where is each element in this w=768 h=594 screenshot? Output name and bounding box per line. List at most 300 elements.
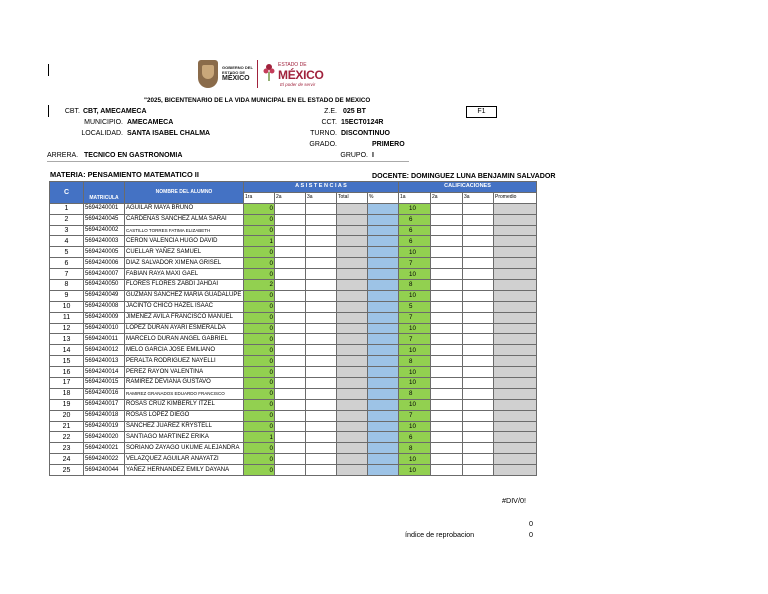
table-row	[50, 258, 537, 269]
calificacion-3-cell[interactable]	[463, 399, 494, 410]
reprobacion-label: índice de reprobacion	[405, 530, 475, 539]
calificacion-2-cell[interactable]	[431, 323, 463, 334]
promedio-cell	[494, 443, 537, 454]
nombre-cell: CASTILLO TORRES FATIMA ELIZABETH	[125, 225, 244, 236]
asistencia-pct-cell	[368, 399, 399, 410]
promedio-cell	[494, 290, 537, 301]
table-row	[50, 345, 537, 356]
localidad-value: SANTA ISABEL CHALMA	[127, 130, 211, 137]
asistencia-2-cell[interactable]	[275, 258, 306, 269]
row-number: 18	[50, 388, 84, 399]
calificacion-1-cell[interactable]: 10	[399, 421, 431, 432]
asistencia-2-cell[interactable]	[275, 301, 306, 312]
calificacion-2-cell[interactable]	[431, 236, 463, 247]
matricula-cell: 5694240014	[84, 367, 125, 378]
calificacion-2-cell[interactable]	[431, 225, 463, 236]
promedio-cell	[494, 334, 537, 345]
calificacion-3-cell[interactable]	[463, 443, 494, 454]
table-row	[50, 290, 537, 301]
asistencia-pct-cell	[368, 443, 399, 454]
calificacion-1-cell[interactable]: 10	[399, 399, 431, 410]
table-row	[50, 421, 537, 432]
nombre-cell: MARCELO DURAN ANGEL GABRIEL	[125, 334, 244, 345]
asistencia-3-cell[interactable]	[306, 301, 337, 312]
calificacion-1-cell[interactable]: 10	[399, 290, 431, 301]
asistencia-pct-cell	[368, 301, 399, 312]
nombre-cell: SANCHEZ JUAREZ KRYSTELL	[125, 421, 244, 432]
asistencia-total-cell	[337, 247, 368, 258]
asistencia-2-cell[interactable]	[275, 203, 306, 214]
calificacion-3-cell[interactable]	[463, 356, 494, 367]
asistencia-3-cell[interactable]	[306, 312, 337, 323]
calificacion-3-cell[interactable]	[463, 465, 494, 476]
calificacion-3-cell[interactable]	[463, 421, 494, 432]
calificacion-2-cell[interactable]	[431, 378, 463, 389]
table-row	[50, 225, 537, 236]
ze-label: Z.E.	[324, 108, 337, 115]
asistencia-3-cell[interactable]	[306, 443, 337, 454]
calificacion-2-cell[interactable]	[431, 454, 463, 465]
asistencia-3-cell[interactable]	[306, 399, 337, 410]
calificacion-2-cell[interactable]	[431, 280, 463, 291]
text-cursor-side	[48, 105, 49, 117]
asis-col-header: Total	[337, 192, 368, 203]
asistencia-3-cell[interactable]	[306, 410, 337, 421]
text-cursor-top	[48, 64, 49, 76]
logo2-slogan: El poder de servir	[280, 82, 316, 87]
promedio-cell	[494, 399, 537, 410]
nombre-cell: LOPEZ DURAN AYARI ESMERALDA	[125, 323, 244, 334]
asistencia-total-cell	[337, 378, 368, 389]
row-number: 24	[50, 454, 84, 465]
table-row	[50, 388, 537, 399]
asistencia-2-cell[interactable]	[275, 410, 306, 421]
asistencia-1-cell[interactable]: 0	[244, 410, 275, 421]
asistencia-total-cell	[337, 312, 368, 323]
asistencia-3-cell[interactable]	[306, 367, 337, 378]
promedio-cell	[494, 356, 537, 367]
calificacion-2-cell[interactable]	[431, 421, 463, 432]
asistencia-total-cell	[337, 301, 368, 312]
asistencia-pct-cell	[368, 214, 399, 225]
coat-of-arms-icon	[198, 60, 218, 88]
calificacion-2-cell[interactable]	[431, 356, 463, 367]
asistencia-3-cell[interactable]	[306, 378, 337, 389]
table-row	[50, 443, 537, 454]
cal-col-header: 3a	[463, 192, 494, 203]
calificacion-3-cell[interactable]	[463, 301, 494, 312]
table-row	[50, 432, 537, 443]
matricula-cell: 5694240003	[84, 236, 125, 247]
calificacion-1-cell[interactable]: 10	[399, 465, 431, 476]
grado-value: PRIMERO	[372, 141, 405, 148]
zero-value-1: 0	[529, 519, 533, 528]
calificacion-1-cell[interactable]: 10	[399, 323, 431, 334]
asistencia-1-cell[interactable]: 0	[244, 367, 275, 378]
asistencia-1-cell[interactable]: 0	[244, 399, 275, 410]
nombre-cell: CUELLAR YAÑEZ SAMUEL	[125, 247, 244, 258]
table-row	[50, 301, 537, 312]
calificacion-1-cell[interactable]: 7	[399, 334, 431, 345]
matricula-cell: 5694240050	[84, 280, 125, 291]
calificacion-3-cell[interactable]	[463, 280, 494, 291]
nombre-cell: SANTIAGO MARTINEZ ERIKA	[125, 432, 244, 443]
asistencia-1-cell[interactable]: 0	[244, 323, 275, 334]
asistencia-3-cell[interactable]	[306, 258, 337, 269]
asistencia-1-cell[interactable]: 0	[244, 258, 275, 269]
asistencia-2-cell[interactable]	[275, 236, 306, 247]
asis-col-header: %	[368, 192, 399, 203]
asistencia-1-cell[interactable]: 0	[244, 225, 275, 236]
table-row	[50, 334, 537, 345]
asistencia-2-cell[interactable]	[275, 312, 306, 323]
asistencia-total-cell	[337, 388, 368, 399]
asistencia-1-cell[interactable]: 0	[244, 269, 275, 280]
asistencia-total-cell	[337, 323, 368, 334]
asistencia-2-cell[interactable]	[275, 290, 306, 301]
asistencia-3-cell[interactable]	[306, 269, 337, 280]
calificacion-3-cell[interactable]	[463, 312, 494, 323]
asistencia-2-cell[interactable]	[275, 367, 306, 378]
asistencia-2-cell[interactable]	[275, 432, 306, 443]
asistencia-3-cell[interactable]	[306, 247, 337, 258]
table-row	[50, 378, 537, 389]
nombre-cell: DIAZ SALVADOR XIMENA GRISEL	[125, 258, 244, 269]
promedio-cell	[494, 465, 537, 476]
table-row	[50, 236, 537, 247]
asistencia-2-cell[interactable]	[275, 465, 306, 476]
asistencia-2-cell[interactable]	[275, 334, 306, 345]
promedio-cell	[494, 454, 537, 465]
asistencia-1-cell[interactable]: 0	[244, 454, 275, 465]
row-number: 9	[50, 290, 84, 301]
calificacion-1-cell[interactable]: 10	[399, 247, 431, 258]
calificacion-1-cell[interactable]: 6	[399, 432, 431, 443]
asistencia-pct-cell	[368, 258, 399, 269]
calificacion-2-cell[interactable]	[431, 388, 463, 399]
row-number: 15	[50, 356, 84, 367]
matricula-cell: 5694240021	[84, 443, 125, 454]
asistencia-3-cell[interactable]	[306, 421, 337, 432]
table-row	[50, 214, 537, 225]
matricula-cell: 5694240015	[84, 378, 125, 389]
table-row	[50, 367, 537, 378]
asistencia-1-cell[interactable]: 0	[244, 312, 275, 323]
asistencia-3-cell[interactable]	[306, 290, 337, 301]
matricula-cell: 5694240018	[84, 410, 125, 421]
nombre-cell: PERALTA RODRIGUEZ NAYELLI	[125, 356, 244, 367]
calificacion-2-cell[interactable]	[431, 410, 463, 421]
promedio-cell	[494, 345, 537, 356]
grado-label: GRADO.	[309, 141, 337, 148]
table-row	[50, 454, 537, 465]
asistencia-2-cell[interactable]	[275, 280, 306, 291]
asistencia-1-cell[interactable]: 1	[244, 236, 275, 247]
calificacion-2-cell[interactable]	[431, 301, 463, 312]
calificacion-2-cell[interactable]	[431, 443, 463, 454]
asistencia-3-cell[interactable]	[306, 214, 337, 225]
asistencia-1-cell[interactable]: 0	[244, 247, 275, 258]
nombre-cell: FABIAN RAYA MAXI GAEL	[125, 269, 244, 280]
calificacion-3-cell[interactable]	[463, 225, 494, 236]
logo2-main: MÉXICO	[278, 68, 324, 82]
row-number: 13	[50, 334, 84, 345]
matricula-cell: 5694240020	[84, 432, 125, 443]
calificacion-2-cell[interactable]	[431, 432, 463, 443]
matricula-cell: 5694240006	[84, 258, 125, 269]
calificacion-3-cell[interactable]	[463, 214, 494, 225]
asistencia-total-cell	[337, 280, 368, 291]
row-number: 3	[50, 225, 84, 236]
logo2-top: ESTADO DE	[278, 62, 307, 68]
col-c-header: C	[50, 182, 84, 204]
row-number: 22	[50, 432, 84, 443]
asistencia-3-cell[interactable]	[306, 388, 337, 399]
calificacion-1-cell[interactable]: 8	[399, 443, 431, 454]
asistencia-1-cell[interactable]: 0	[244, 421, 275, 432]
matricula-cell: 5694240017	[84, 399, 125, 410]
table-row	[50, 280, 537, 291]
calificacion-2-cell[interactable]	[431, 247, 463, 258]
calificacion-1-cell[interactable]: 10	[399, 269, 431, 280]
ze-value: 025 BT	[343, 108, 366, 115]
row-number: 19	[50, 399, 84, 410]
matricula-cell: 5694240009	[84, 312, 125, 323]
calificacion-2-cell[interactable]	[431, 367, 463, 378]
nombre-cell: RAMIREZ GRANADOS EDUARDO FRANCISCO	[125, 388, 244, 399]
calificacion-1-cell[interactable]: 10	[399, 454, 431, 465]
logo-divider	[257, 60, 258, 88]
asistencia-pct-cell	[368, 203, 399, 214]
promedio-cell	[494, 225, 537, 236]
asistencia-2-cell[interactable]	[275, 388, 306, 399]
calificacion-3-cell[interactable]	[463, 367, 494, 378]
asistencia-2-cell[interactable]	[275, 421, 306, 432]
calificacion-2-cell[interactable]	[431, 214, 463, 225]
row-number: 2	[50, 214, 84, 225]
calificacion-2-cell[interactable]	[431, 312, 463, 323]
asistencia-total-cell	[337, 443, 368, 454]
table-row	[50, 356, 537, 367]
logo1-line1: GOBIERNO DEL	[222, 65, 253, 70]
asistencia-1-cell[interactable]: 0	[244, 443, 275, 454]
asistencia-pct-cell	[368, 432, 399, 443]
cal-col-header: Promedio	[494, 192, 537, 203]
calificacion-2-cell[interactable]	[431, 465, 463, 476]
asistencia-3-cell[interactable]	[306, 454, 337, 465]
asistencia-1-cell[interactable]: 0	[244, 214, 275, 225]
calificacion-2-cell[interactable]	[431, 258, 463, 269]
asistencia-3-cell[interactable]	[306, 225, 337, 236]
calificacion-3-cell[interactable]	[463, 290, 494, 301]
asistencia-total-cell	[337, 203, 368, 214]
asistencia-1-cell[interactable]: 0	[244, 334, 275, 345]
matricula-cell: 5694240019	[84, 421, 125, 432]
row-number: 23	[50, 443, 84, 454]
calificacion-3-cell[interactable]	[463, 410, 494, 421]
matricula-cell: 5694240013	[84, 356, 125, 367]
calificacion-3-cell[interactable]	[463, 203, 494, 214]
promedio-cell	[494, 301, 537, 312]
asistencia-total-cell	[337, 290, 368, 301]
asistencia-total-cell	[337, 432, 368, 443]
promedio-cell	[494, 312, 537, 323]
table-row	[50, 203, 537, 214]
asistencia-2-cell[interactable]	[275, 356, 306, 367]
calificacion-1-cell[interactable]: 8	[399, 280, 431, 291]
calificacion-1-cell[interactable]: 6	[399, 214, 431, 225]
nombre-cell: RAMIREZ DEVIANA GUSTAVO	[125, 378, 244, 389]
calificacion-1-cell[interactable]: 10	[399, 378, 431, 389]
calificacion-2-cell[interactable]	[431, 290, 463, 301]
calificacion-1-cell[interactable]: 8	[399, 388, 431, 399]
asistencia-total-cell	[337, 225, 368, 236]
asistencia-3-cell[interactable]	[306, 236, 337, 247]
matricula-cell: 5694240007	[84, 269, 125, 280]
asistencia-pct-cell	[368, 323, 399, 334]
nombre-cell: ROSAS CRUZ KIMBERLY ITZEL	[125, 399, 244, 410]
asistencia-2-cell[interactable]	[275, 443, 306, 454]
promedio-cell	[494, 269, 537, 280]
calificacion-1-cell[interactable]: 5	[399, 301, 431, 312]
asistencia-3-cell[interactable]	[306, 356, 337, 367]
asistencia-2-cell[interactable]	[275, 345, 306, 356]
calificacion-1-cell[interactable]: 10	[399, 203, 431, 214]
nombre-cell: CERON VALENCIA HUGO DAVID	[125, 236, 244, 247]
nombre-cell: JIMENEZ AVILA FRANCISCO MANUEL	[125, 312, 244, 323]
calificacion-3-cell[interactable]	[463, 323, 494, 334]
row-number: 1	[50, 203, 84, 214]
asistencia-1-cell[interactable]: 0	[244, 203, 275, 214]
calificacion-2-cell[interactable]	[431, 345, 463, 356]
asistencia-3-cell[interactable]	[306, 334, 337, 345]
calificacion-3-cell[interactable]	[463, 378, 494, 389]
asistencia-pct-cell	[368, 236, 399, 247]
calificacion-3-cell[interactable]	[463, 334, 494, 345]
promedio-cell	[494, 367, 537, 378]
row-number: 17	[50, 378, 84, 389]
calificacion-1-cell[interactable]: 6	[399, 236, 431, 247]
asistencia-1-cell[interactable]: 0	[244, 378, 275, 389]
asistencia-pct-cell	[368, 280, 399, 291]
nombre-cell: CARDENAS SANCHEZ ALMA SARAI	[125, 214, 244, 225]
asistencia-total-cell	[337, 345, 368, 356]
matricula-cell: 5694240016	[84, 388, 125, 399]
calificacion-2-cell[interactable]	[431, 203, 463, 214]
row-number: 8	[50, 280, 84, 291]
calificacion-1-cell[interactable]: 10	[399, 367, 431, 378]
asistencia-pct-cell	[368, 465, 399, 476]
asistencia-1-cell[interactable]: 0	[244, 345, 275, 356]
table-row	[50, 312, 537, 323]
matricula-cell: 5694240022	[84, 454, 125, 465]
promedio-cell	[494, 258, 537, 269]
estado-mexico-logo	[262, 58, 332, 90]
asistencia-3-cell[interactable]	[306, 203, 337, 214]
asistencia-2-cell[interactable]	[275, 225, 306, 236]
cbt-label: CBT.	[64, 108, 80, 115]
row-number: 10	[50, 301, 84, 312]
calificacion-2-cell[interactable]	[431, 334, 463, 345]
asistencia-1-cell[interactable]: 0	[244, 301, 275, 312]
cct-value: 15ECT0124R	[341, 119, 384, 126]
col-matricula-header: MATRICULA	[84, 182, 125, 204]
asistencia-pct-cell	[368, 421, 399, 432]
cbt-value: CBT, AMECAMECA	[83, 108, 147, 115]
asistencia-pct-cell	[368, 345, 399, 356]
calificacion-2-cell[interactable]	[431, 399, 463, 410]
asistencia-2-cell[interactable]	[275, 269, 306, 280]
calificacion-3-cell[interactable]	[463, 258, 494, 269]
calificacion-1-cell[interactable]: 8	[399, 356, 431, 367]
calificacion-3-cell[interactable]	[463, 454, 494, 465]
table-row	[50, 323, 537, 334]
promedio-cell	[494, 214, 537, 225]
asistencia-2-cell[interactable]	[275, 247, 306, 258]
calificacion-3-cell[interactable]	[463, 432, 494, 443]
asistencia-3-cell[interactable]	[306, 432, 337, 443]
calificacion-1-cell[interactable]: 6	[399, 225, 431, 236]
asistencia-3-cell[interactable]	[306, 323, 337, 334]
nombre-cell: AGUILAR MAYA BRUNO	[125, 203, 244, 214]
asistencia-1-cell[interactable]: 0	[244, 465, 275, 476]
municipio-value: AMECAMECA	[127, 119, 174, 126]
row-number: 4	[50, 236, 84, 247]
asistencia-total-cell	[337, 356, 368, 367]
asistencia-2-cell[interactable]	[275, 323, 306, 334]
calificacion-3-cell[interactable]	[463, 388, 494, 399]
row-number: 12	[50, 323, 84, 334]
asistencia-total-cell	[337, 410, 368, 421]
asistencia-1-cell[interactable]: 0	[244, 356, 275, 367]
asistencia-2-cell[interactable]	[275, 399, 306, 410]
nombre-cell: JACINTO CHICO HAZEL ISAAC	[125, 301, 244, 312]
asistencia-1-cell[interactable]: 1	[244, 432, 275, 443]
asistencia-1-cell[interactable]: 0	[244, 290, 275, 301]
calificacion-3-cell[interactable]	[463, 236, 494, 247]
f1-box: F1	[466, 106, 497, 118]
calificacion-3-cell[interactable]	[463, 269, 494, 280]
header-underline	[47, 161, 409, 162]
calificacion-3-cell[interactable]	[463, 345, 494, 356]
asistencia-2-cell[interactable]	[275, 454, 306, 465]
row-number: 5	[50, 247, 84, 258]
calificacion-1-cell[interactable]: 7	[399, 410, 431, 421]
asistencia-total-cell	[337, 465, 368, 476]
asistencia-total-cell	[337, 258, 368, 269]
grades-grid	[49, 181, 537, 476]
turno-value: DISCONTINUO	[341, 130, 390, 137]
calificacion-1-cell[interactable]: 10	[399, 345, 431, 356]
calificacion-1-cell[interactable]: 7	[399, 312, 431, 323]
gobierno-logo	[198, 58, 256, 90]
promedio-cell	[494, 388, 537, 399]
asistencia-3-cell[interactable]	[306, 345, 337, 356]
asistencia-3-cell[interactable]	[306, 280, 337, 291]
calificacion-3-cell[interactable]	[463, 247, 494, 258]
asistencia-2-cell[interactable]	[275, 214, 306, 225]
asistencia-1-cell[interactable]: 2	[244, 280, 275, 291]
asistencia-1-cell[interactable]: 0	[244, 388, 275, 399]
calificacion-1-cell[interactable]: 7	[399, 258, 431, 269]
promedio-cell	[494, 203, 537, 214]
asistencia-total-cell	[337, 454, 368, 465]
carrera-label: ARRERA.	[47, 152, 79, 159]
logo1-big: MÉXICO	[222, 75, 250, 82]
calificacion-2-cell[interactable]	[431, 269, 463, 280]
asistencia-2-cell[interactable]	[275, 378, 306, 389]
asistencia-3-cell[interactable]	[306, 465, 337, 476]
